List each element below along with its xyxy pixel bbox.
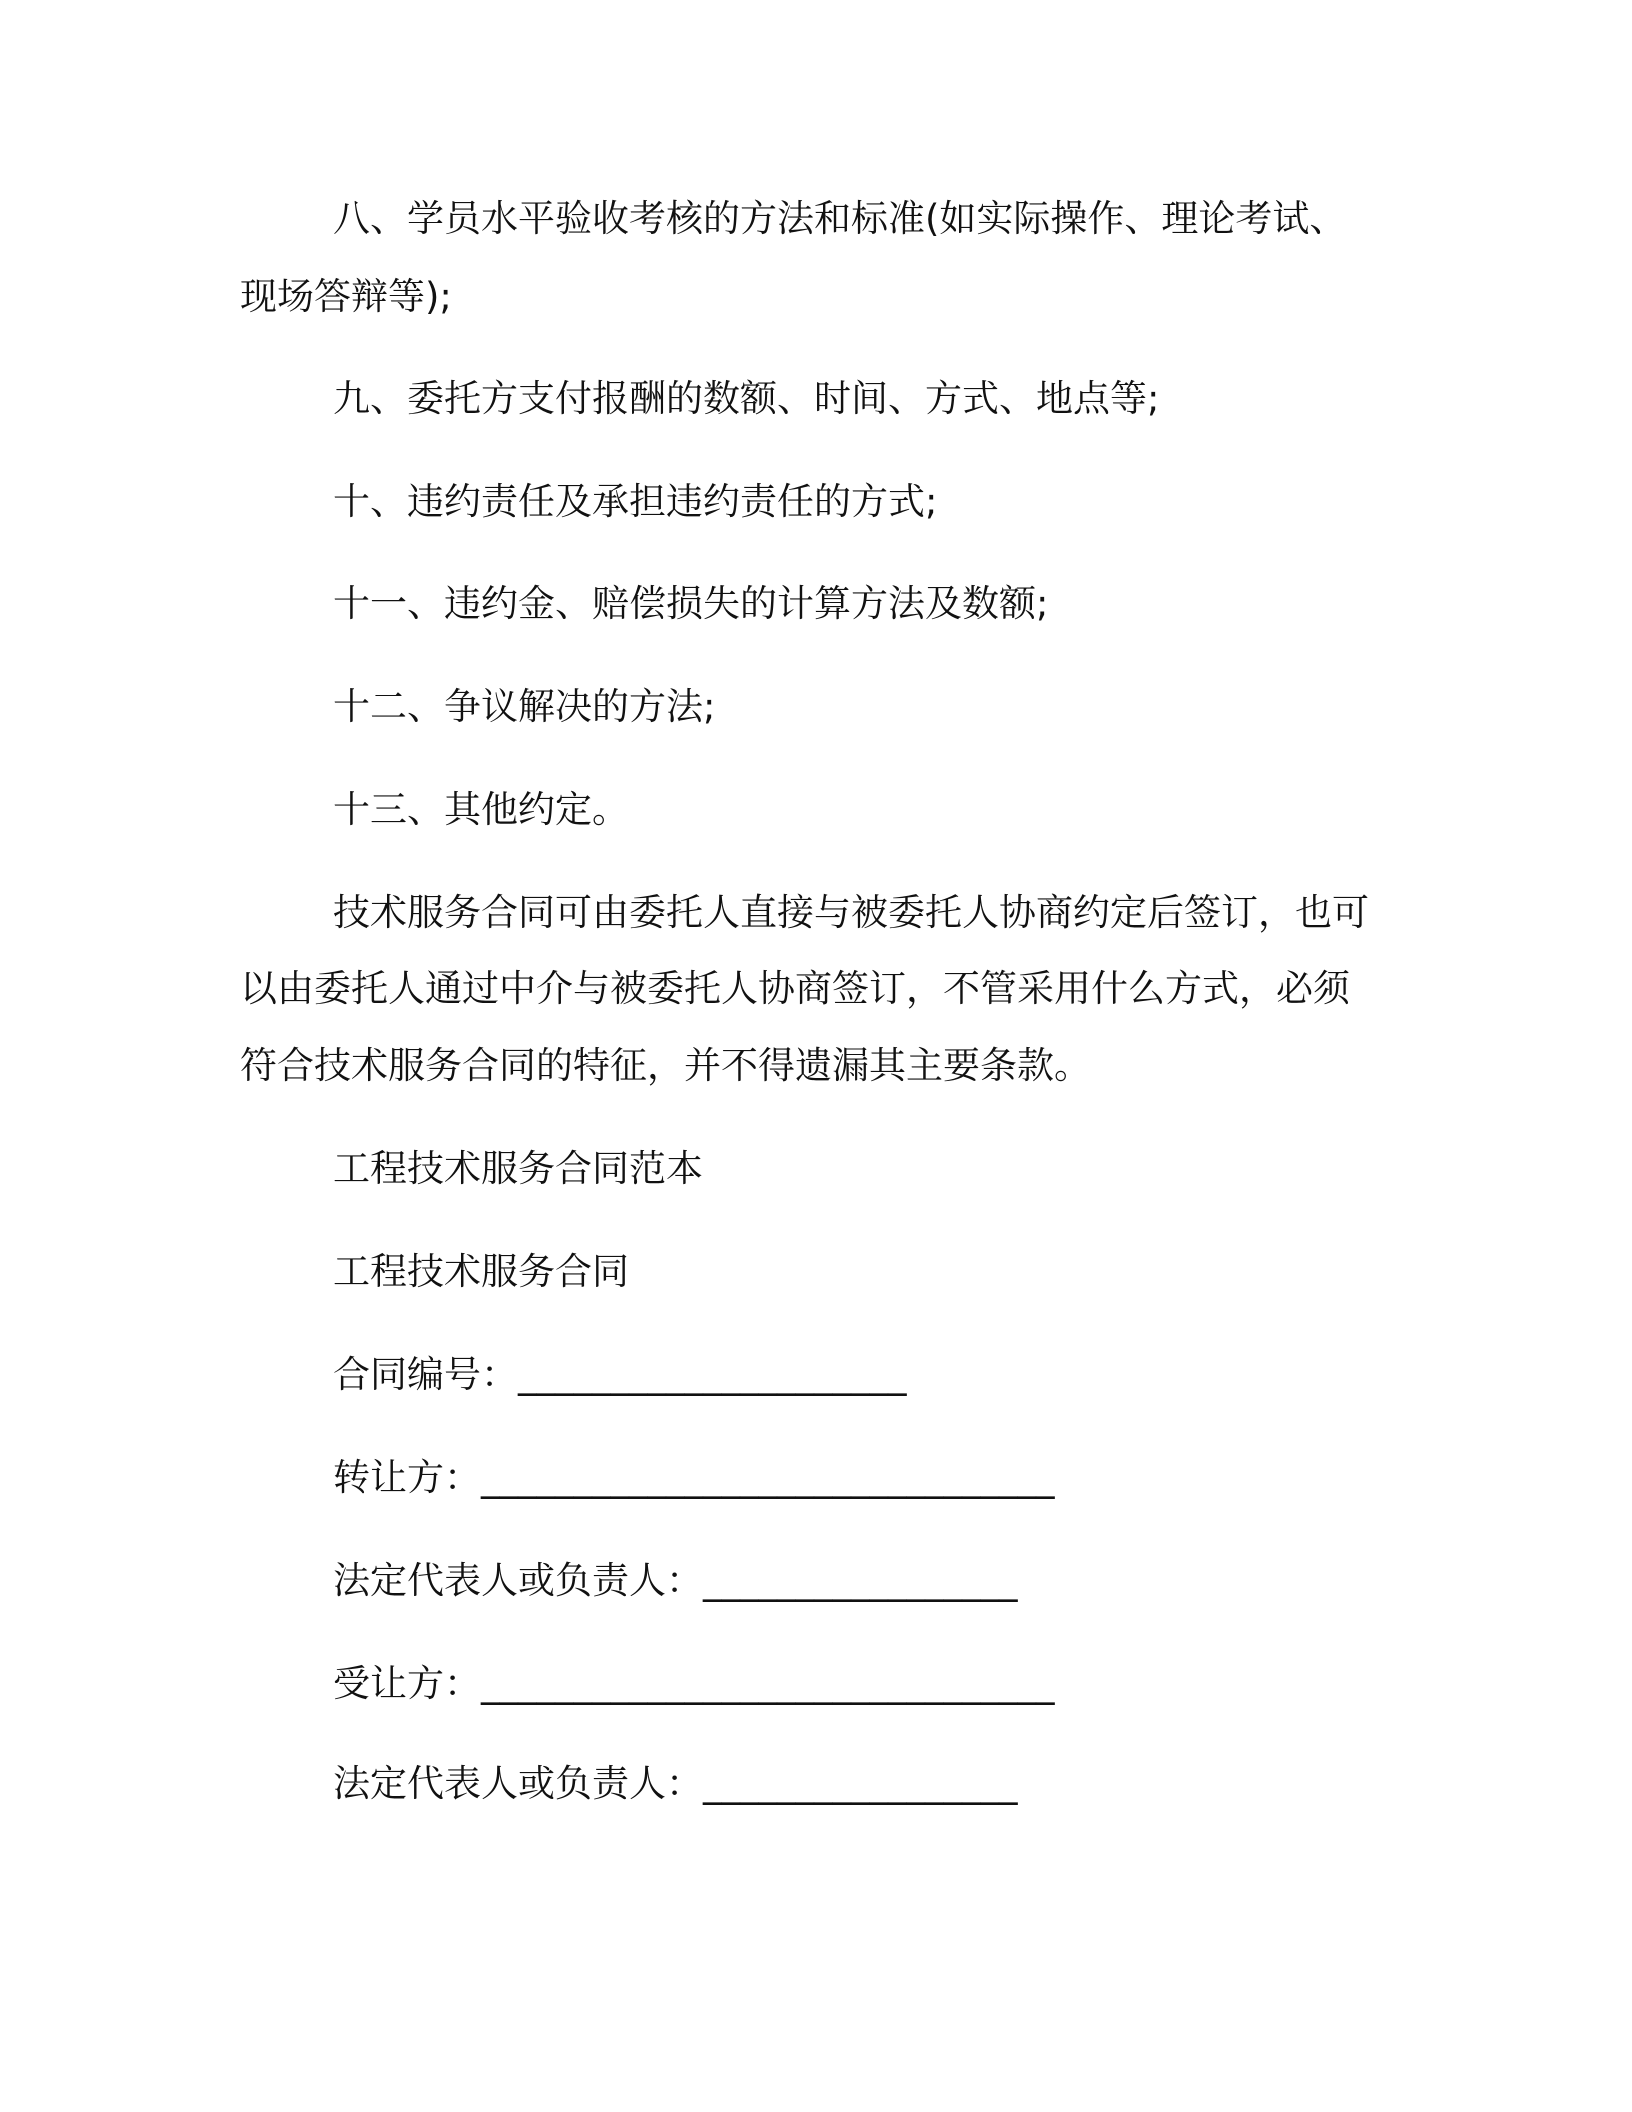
item-10: 十、违约责任及承担违约责任的方式; xyxy=(333,480,938,523)
item-12: 十二、争议解决的方法; xyxy=(333,685,716,728)
item-13: 十三、其他约定。 xyxy=(333,788,629,831)
field-transferee: 受让方：_______________________________ xyxy=(333,1662,1055,1705)
item-9: 九、委托方支付报酬的数额、时间、方式、地点等; xyxy=(333,377,1160,420)
field-transferor-rep: 法定代表人或负责人：_________________ xyxy=(333,1559,1018,1602)
paragraph-line-2: 以由委托人通过中介与被委托人协商签订，不管采用什么方式，必须 xyxy=(240,967,1350,1010)
paragraph-line-1: 技术服务合同可由委托人直接与被委托人协商约定后签订，也可 xyxy=(333,891,1369,934)
paragraph-line-3: 符合技术服务合同的特征，并不得遗漏其主要条款。 xyxy=(240,1044,1091,1087)
template-title: 工程技术服务合同范本 xyxy=(333,1147,703,1190)
item-11: 十一、违约金、赔偿损失的计算方法及数额; xyxy=(333,582,1049,625)
field-contract-no: 合同编号：_____________________ xyxy=(333,1353,907,1396)
field-transferor: 转让方：_______________________________ xyxy=(333,1456,1055,1499)
item-8-line-2: 现场答辩等); xyxy=(240,275,452,318)
field-transferee-rep: 法定代表人或负责人：_________________ xyxy=(333,1762,1018,1805)
contract-title: 工程技术服务合同 xyxy=(333,1250,629,1293)
item-8-line-1: 八、学员水平验收考核的方法和标准(如实际操作、理论考试、 xyxy=(333,197,1347,240)
